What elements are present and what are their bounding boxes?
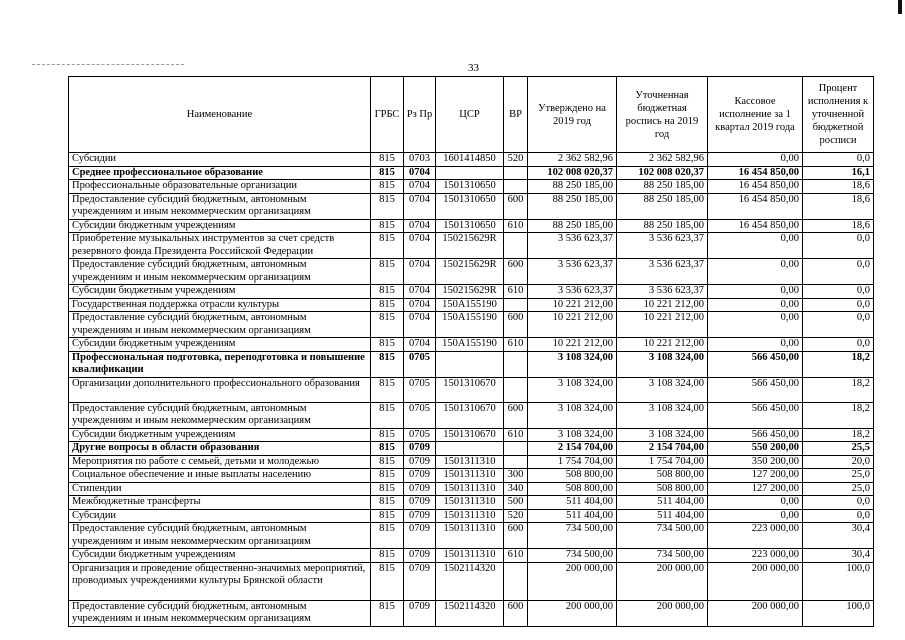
cell-refined: 1 754 704,00: [617, 455, 708, 469]
cell-vr: 610: [504, 338, 528, 352]
cell-vr: 600: [504, 312, 528, 338]
cell-execution: 200 000,00: [708, 562, 803, 600]
cell-refined: 3 108 324,00: [617, 377, 708, 402]
cell-rzpr: 0704: [404, 298, 436, 312]
cell-name: Субсидии: [69, 509, 371, 523]
cell-grbs: 815: [371, 219, 404, 233]
table-row: [69, 233, 874, 259]
cell-execution: 566 450,00: [708, 428, 803, 442]
cell-percent: 0,0: [803, 233, 874, 259]
cell-grbs: 815: [371, 285, 404, 299]
cell-execution: 0,00: [708, 496, 803, 510]
cell-approved: 3 108 324,00: [528, 402, 617, 428]
cell-csr: 1501310670: [436, 377, 504, 402]
cell-execution: 127 200,00: [708, 469, 803, 483]
cell-percent: 18,2: [803, 351, 874, 377]
cell-name: Другие вопросы в области образования: [69, 442, 371, 456]
cell-vr: 610: [504, 428, 528, 442]
cell-vr: 610: [504, 219, 528, 233]
cell-csr: 1501310650: [436, 180, 504, 194]
cell-rzpr: 0709: [404, 600, 436, 626]
cell-grbs: 815: [371, 482, 404, 496]
cell-percent: 20,0: [803, 455, 874, 469]
cell-vr: 600: [504, 259, 528, 285]
cell-approved: 200 000,00: [528, 562, 617, 600]
table-header-row: [69, 77, 874, 153]
cell-grbs: 815: [371, 377, 404, 402]
table-row: [69, 193, 874, 219]
table-row: [69, 482, 874, 496]
cell-name: Среднее профессиональное образование: [69, 166, 371, 180]
cell-rzpr: 0709: [404, 562, 436, 600]
cell-name: Субсидии: [69, 153, 371, 167]
cell-grbs: 815: [371, 259, 404, 285]
cell-execution: 0,00: [708, 338, 803, 352]
col-header-csr: ЦСР: [436, 77, 504, 153]
cell-approved: 3 108 324,00: [528, 351, 617, 377]
cell-csr: 1501310650: [436, 219, 504, 233]
cell-rzpr: 0704: [404, 312, 436, 338]
cell-csr: 1502114320: [436, 562, 504, 600]
cell-vr: 340: [504, 482, 528, 496]
cell-refined: 3 536 623,37: [617, 285, 708, 299]
cell-name: Субсидии бюджетным учреждениям: [69, 428, 371, 442]
cell-vr: [504, 180, 528, 194]
cell-name: Государственная поддержка отрасли культуры: [69, 298, 371, 312]
table-row: [69, 259, 874, 285]
cell-execution: 0,00: [708, 509, 803, 523]
cell-rzpr: 0709: [404, 455, 436, 469]
cell-name: Стипендии: [69, 482, 371, 496]
cell-approved: 2 154 704,00: [528, 442, 617, 456]
cell-execution: 566 450,00: [708, 351, 803, 377]
cell-approved: 734 500,00: [528, 549, 617, 563]
col-header-execution: Кассовое исполнение за 1 квартал 2019 года: [708, 77, 803, 153]
cell-refined: 3 108 324,00: [617, 351, 708, 377]
cell-rzpr: 0709: [404, 482, 436, 496]
cell-csr: 150A155190: [436, 312, 504, 338]
cell-approved: 1 754 704,00: [528, 455, 617, 469]
table-row: [69, 338, 874, 352]
cell-csr: 150215629R: [436, 233, 504, 259]
page-number: 33: [468, 62, 479, 74]
cell-percent: 30,4: [803, 523, 874, 549]
cell-refined: 511 404,00: [617, 496, 708, 510]
cell-name: Предоставление субсидий бюджетным, автономным учреждениям и иным некоммерческим организациям: [69, 193, 371, 219]
cell-execution: 16 454 850,00: [708, 180, 803, 194]
cell-name: Профессиональная подготовка, переподготовка и повышение квалификации: [69, 351, 371, 377]
cell-rzpr: 0709: [404, 442, 436, 456]
cell-grbs: 815: [371, 509, 404, 523]
cell-execution: 0,00: [708, 259, 803, 285]
scan-edge-mark: [898, 0, 902, 14]
cell-grbs: 815: [371, 402, 404, 428]
cell-refined: 2 154 704,00: [617, 442, 708, 456]
cell-csr: 1501310670: [436, 428, 504, 442]
cell-approved: 3 108 324,00: [528, 377, 617, 402]
cell-execution: 200 000,00: [708, 600, 803, 626]
cell-percent: 0,0: [803, 285, 874, 299]
cell-csr: [436, 442, 504, 456]
table-row: [69, 523, 874, 549]
cell-execution: 566 450,00: [708, 402, 803, 428]
cell-grbs: 815: [371, 600, 404, 626]
cell-refined: 734 500,00: [617, 549, 708, 563]
cell-refined: 200 000,00: [617, 600, 708, 626]
cell-rzpr: 0705: [404, 377, 436, 402]
cell-approved: 10 221 212,00: [528, 298, 617, 312]
cell-grbs: 815: [371, 562, 404, 600]
cell-vr: [504, 377, 528, 402]
cell-rzpr: 0709: [404, 523, 436, 549]
cell-refined: 10 221 212,00: [617, 312, 708, 338]
cell-csr: [436, 351, 504, 377]
cell-name: Предоставление субсидий бюджетным, автономным учреждениям и иным некоммерческим организациям: [69, 523, 371, 549]
cell-vr: [504, 455, 528, 469]
cell-percent: 0,0: [803, 312, 874, 338]
cell-percent: 0,0: [803, 338, 874, 352]
cell-grbs: 815: [371, 549, 404, 563]
cell-name: Субсидии бюджетным учреждениям: [69, 285, 371, 299]
cell-csr: 1501311310: [436, 549, 504, 563]
cell-grbs: 815: [371, 496, 404, 510]
cell-percent: 25,0: [803, 482, 874, 496]
cell-name: Межбюджетные трансферты: [69, 496, 371, 510]
table-row: [69, 153, 874, 167]
cell-rzpr: 0704: [404, 233, 436, 259]
cell-rzpr: 0705: [404, 402, 436, 428]
cell-approved: 102 008 020,37: [528, 166, 617, 180]
cell-csr: 1501311310: [436, 523, 504, 549]
cell-vr: 610: [504, 549, 528, 563]
cell-approved: 88 250 185,00: [528, 219, 617, 233]
cell-vr: 500: [504, 496, 528, 510]
cell-grbs: 815: [371, 166, 404, 180]
cell-grbs: 815: [371, 469, 404, 483]
cell-approved: 3 536 623,37: [528, 285, 617, 299]
col-header-refined: Уточненная бюджетная роспись на 2019 год: [617, 77, 708, 153]
cell-rzpr: 0704: [404, 166, 436, 180]
cell-grbs: 815: [371, 312, 404, 338]
cell-grbs: 815: [371, 180, 404, 194]
cell-approved: 734 500,00: [528, 523, 617, 549]
cell-name: Предоставление субсидий бюджетным, автономным учреждениям и иным некоммерческим организациям: [69, 312, 371, 338]
cell-grbs: 815: [371, 193, 404, 219]
cell-refined: 88 250 185,00: [617, 219, 708, 233]
cell-name: Организации дополнительного профессионального образования: [69, 377, 371, 402]
cell-refined: 508 800,00: [617, 469, 708, 483]
budget-table: [68, 76, 874, 627]
table-row: [69, 351, 874, 377]
cell-approved: 3 536 623,37: [528, 259, 617, 285]
cell-name: Социальное обеспечение и иные выплаты населению: [69, 469, 371, 483]
cell-approved: 511 404,00: [528, 496, 617, 510]
cell-csr: 1502114320: [436, 600, 504, 626]
cell-vr: [504, 166, 528, 180]
cell-grbs: 815: [371, 233, 404, 259]
cell-execution: 16 454 850,00: [708, 193, 803, 219]
cell-grbs: 815: [371, 455, 404, 469]
cell-percent: 16,1: [803, 166, 874, 180]
cell-percent: 0,0: [803, 496, 874, 510]
cell-vr: 520: [504, 509, 528, 523]
cell-csr: 150A155190: [436, 338, 504, 352]
table-row: [69, 509, 874, 523]
cell-vr: [504, 562, 528, 600]
cell-execution: 0,00: [708, 312, 803, 338]
cell-vr: [504, 298, 528, 312]
cell-refined: 3 108 324,00: [617, 428, 708, 442]
cell-refined: 3 108 324,00: [617, 402, 708, 428]
cell-vr: [504, 233, 528, 259]
table-row: [69, 549, 874, 563]
table-row: [69, 285, 874, 299]
cell-refined: 734 500,00: [617, 523, 708, 549]
cell-execution: 350 200,00: [708, 455, 803, 469]
cell-name: Профессиональные образовательные организации: [69, 180, 371, 194]
cell-csr: 150A155190: [436, 298, 504, 312]
cell-rzpr: 0705: [404, 428, 436, 442]
cell-refined: 511 404,00: [617, 509, 708, 523]
table-row: [69, 312, 874, 338]
cell-refined: 10 221 212,00: [617, 338, 708, 352]
cell-execution: 127 200,00: [708, 482, 803, 496]
cell-execution: 223 000,00: [708, 549, 803, 563]
cell-vr: 520: [504, 153, 528, 167]
cell-percent: 18,6: [803, 193, 874, 219]
table-row: [69, 428, 874, 442]
cell-csr: [436, 166, 504, 180]
cell-percent: 18,6: [803, 180, 874, 194]
cell-csr: 1501310670: [436, 402, 504, 428]
col-header-percent: Процент исполнения к уточненной бюджетной росписи: [803, 77, 874, 153]
cell-percent: 0,0: [803, 298, 874, 312]
cell-grbs: 815: [371, 428, 404, 442]
cell-approved: 2 362 582,96: [528, 153, 617, 167]
cell-percent: 18,2: [803, 402, 874, 428]
cell-approved: 10 221 212,00: [528, 338, 617, 352]
cell-grbs: 815: [371, 442, 404, 456]
cell-refined: 10 221 212,00: [617, 298, 708, 312]
cell-approved: 88 250 185,00: [528, 180, 617, 194]
cell-vr: 600: [504, 523, 528, 549]
cell-percent: 0,0: [803, 509, 874, 523]
cell-approved: 200 000,00: [528, 600, 617, 626]
cell-execution: 0,00: [708, 298, 803, 312]
cell-approved: 508 800,00: [528, 469, 617, 483]
cell-percent: 0,0: [803, 259, 874, 285]
cell-csr: 150215629R: [436, 259, 504, 285]
cell-name: Мероприятия по работе с семьей, детьми и молодежью: [69, 455, 371, 469]
cell-percent: 18,2: [803, 428, 874, 442]
cell-percent: 100,0: [803, 600, 874, 626]
cell-vr: 600: [504, 402, 528, 428]
cell-grbs: 815: [371, 298, 404, 312]
cell-csr: 1601414850: [436, 153, 504, 167]
cell-name: Субсидии бюджетным учреждениям: [69, 219, 371, 233]
cell-execution: 550 200,00: [708, 442, 803, 456]
cell-approved: 3 108 324,00: [528, 428, 617, 442]
col-header-grbs: ГРБС: [371, 77, 404, 153]
cell-rzpr: 0709: [404, 469, 436, 483]
cell-percent: 18,2: [803, 377, 874, 402]
cell-approved: 508 800,00: [528, 482, 617, 496]
cell-percent: 30,4: [803, 549, 874, 563]
cell-refined: 2 362 582,96: [617, 153, 708, 167]
table-row: [69, 562, 874, 600]
cell-csr: 1501311310: [436, 482, 504, 496]
table-row: [69, 166, 874, 180]
cell-rzpr: 0704: [404, 285, 436, 299]
table-body: [69, 153, 874, 627]
cell-rzpr: 0709: [404, 549, 436, 563]
cell-name: Предоставление субсидий бюджетным, автономным учреждениям и иным некоммерческим организациям: [69, 259, 371, 285]
cell-execution: 0,00: [708, 153, 803, 167]
cell-csr: 1501311310: [436, 496, 504, 510]
cell-approved: 511 404,00: [528, 509, 617, 523]
cell-refined: 88 250 185,00: [617, 180, 708, 194]
cell-grbs: 815: [371, 351, 404, 377]
cell-percent: 25,5: [803, 442, 874, 456]
cell-rzpr: 0704: [404, 338, 436, 352]
table-row: [69, 298, 874, 312]
cell-refined: 3 536 623,37: [617, 233, 708, 259]
table-row: [69, 600, 874, 626]
cell-name: Предоставление субсидий бюджетным, автономным учреждениям и иным некоммерческим организациям: [69, 402, 371, 428]
cell-rzpr: 0704: [404, 219, 436, 233]
cell-refined: 102 008 020,37: [617, 166, 708, 180]
col-header-vr: ВР: [504, 77, 528, 153]
cell-rzpr: 0709: [404, 509, 436, 523]
cell-name: Субсидии бюджетным учреждениям: [69, 338, 371, 352]
cell-percent: 0,0: [803, 153, 874, 167]
cell-csr: 1501311310: [436, 455, 504, 469]
cell-vr: [504, 442, 528, 456]
table-row: [69, 442, 874, 456]
table-row: [69, 377, 874, 402]
cell-name: Субсидии бюджетным учреждениям: [69, 549, 371, 563]
cell-approved: 88 250 185,00: [528, 193, 617, 219]
cell-grbs: 815: [371, 338, 404, 352]
cell-percent: 25,0: [803, 469, 874, 483]
cell-percent: 18,6: [803, 219, 874, 233]
table-row: [69, 180, 874, 194]
cell-csr: 150215629R: [436, 285, 504, 299]
cell-vr: [504, 351, 528, 377]
cell-execution: 0,00: [708, 233, 803, 259]
cell-refined: 3 536 623,37: [617, 259, 708, 285]
cell-csr: 1501311310: [436, 469, 504, 483]
cell-refined: 508 800,00: [617, 482, 708, 496]
cell-rzpr: 0705: [404, 351, 436, 377]
cell-rzpr: 0704: [404, 193, 436, 219]
cell-csr: 1501311310: [436, 509, 504, 523]
dashed-rule: [32, 64, 184, 65]
cell-execution: 16 454 850,00: [708, 219, 803, 233]
cell-vr: 610: [504, 285, 528, 299]
cell-vr: 600: [504, 193, 528, 219]
cell-execution: 223 000,00: [708, 523, 803, 549]
table-row: [69, 496, 874, 510]
cell-name: Организация и проведение общественно-значимых мероприятий, проводимых учреждениями культуры Брянской области: [69, 562, 371, 600]
table-row: [69, 455, 874, 469]
cell-refined: 88 250 185,00: [617, 193, 708, 219]
cell-rzpr: 0704: [404, 259, 436, 285]
table-row: [69, 402, 874, 428]
cell-execution: 0,00: [708, 285, 803, 299]
cell-execution: 566 450,00: [708, 377, 803, 402]
cell-refined: 200 000,00: [617, 562, 708, 600]
cell-name: Приобретение музыкальных инструментов за счет средств резервного фонда Президента Российской Федерации: [69, 233, 371, 259]
cell-grbs: 815: [371, 523, 404, 549]
cell-grbs: 815: [371, 153, 404, 167]
cell-rzpr: 0709: [404, 496, 436, 510]
cell-vr: 600: [504, 600, 528, 626]
cell-execution: 16 454 850,00: [708, 166, 803, 180]
cell-approved: 3 536 623,37: [528, 233, 617, 259]
table-row: [69, 219, 874, 233]
col-header-name: Наименование: [69, 77, 371, 153]
cell-csr: 1501310650: [436, 193, 504, 219]
cell-percent: 100,0: [803, 562, 874, 600]
cell-vr: 300: [504, 469, 528, 483]
col-header-rzpr: Рз Пр: [404, 77, 436, 153]
cell-approved: 10 221 212,00: [528, 312, 617, 338]
cell-rzpr: 0703: [404, 153, 436, 167]
table-row: [69, 469, 874, 483]
cell-rzpr: 0704: [404, 180, 436, 194]
col-header-approved: Утверждено на 2019 год: [528, 77, 617, 153]
cell-name: Предоставление субсидий бюджетным, автономным учреждениям и иным некоммерческим организациям: [69, 600, 371, 626]
